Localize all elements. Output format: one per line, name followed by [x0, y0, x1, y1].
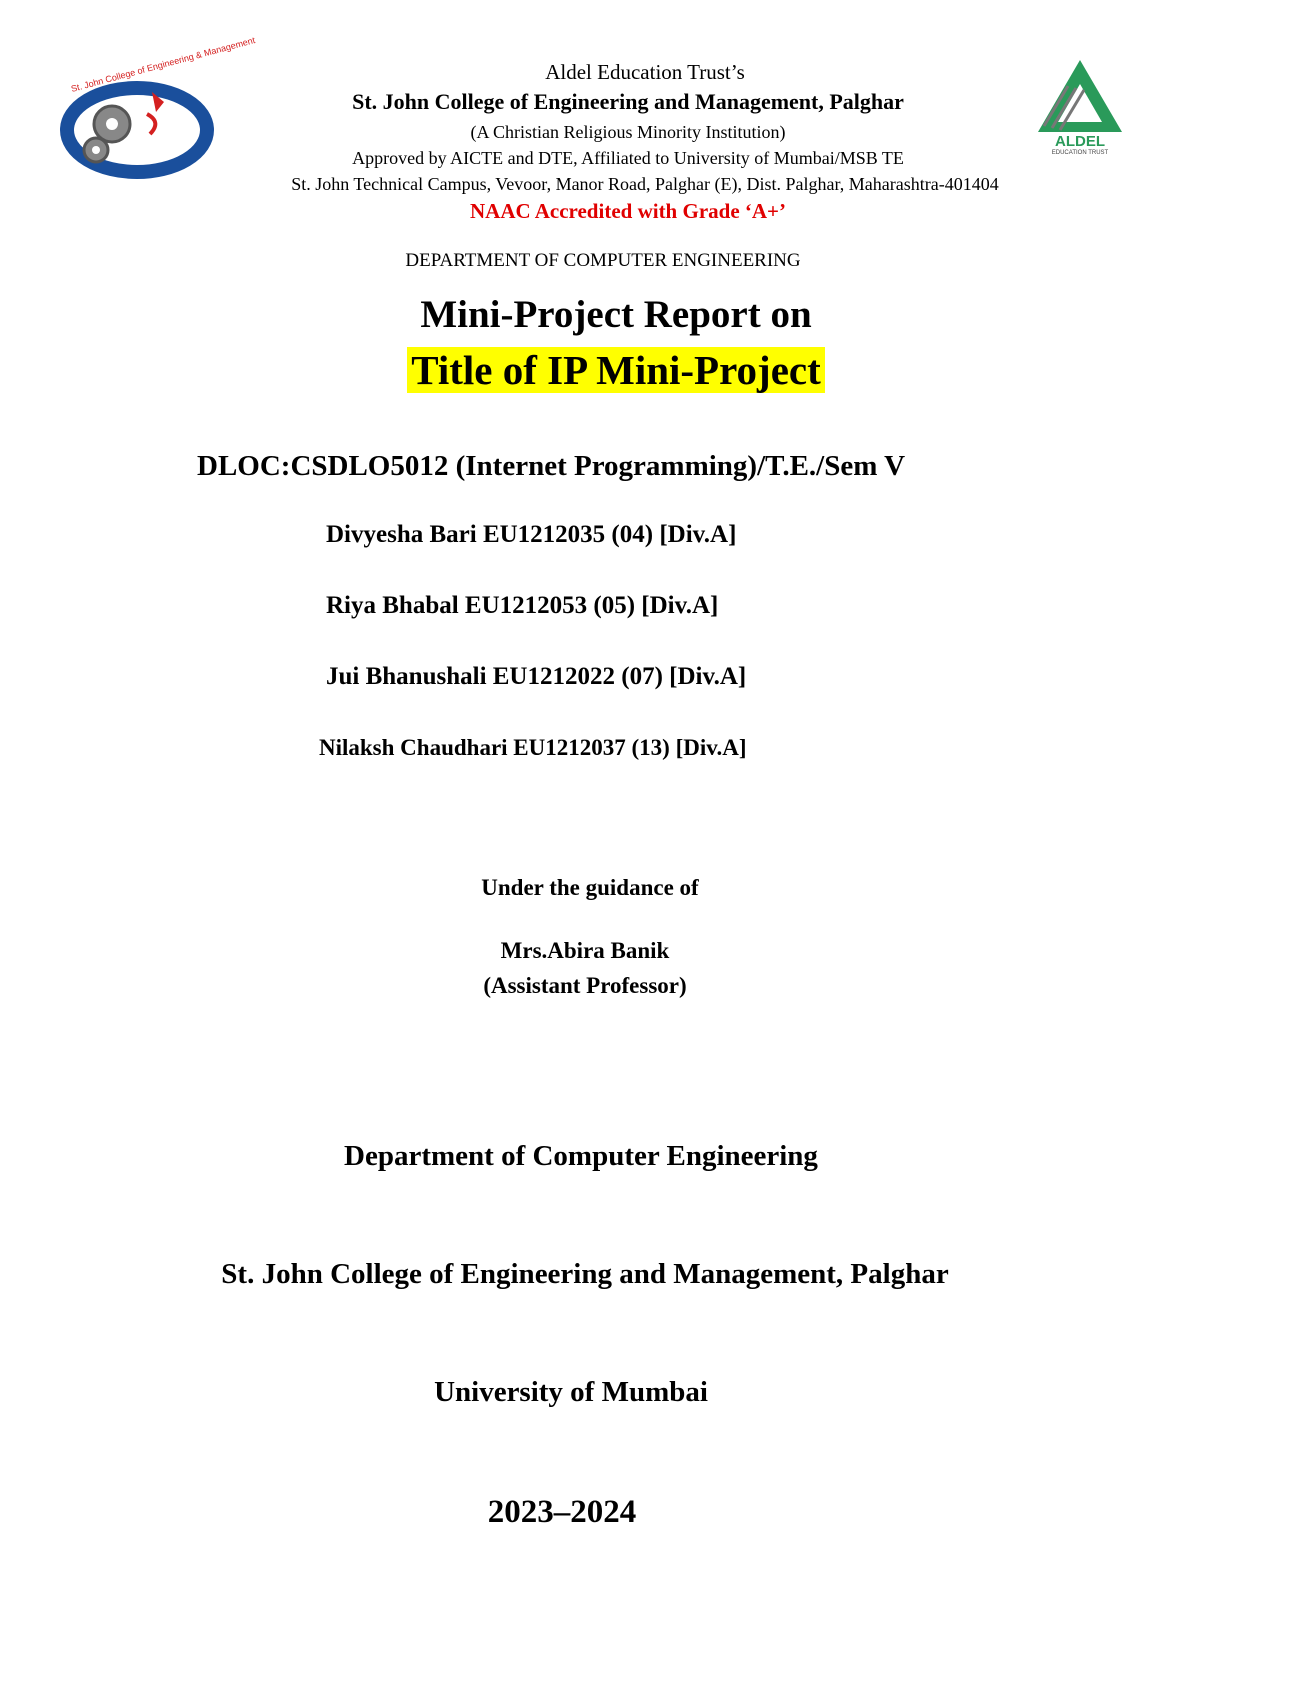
- footer-department: Department of Computer Engineering: [344, 1140, 818, 1172]
- footer-college: St. John College of Engineering and Management, Palghar: [221, 1258, 949, 1290]
- approval-line: Approved by AICTE and DTE, Affiliated to University of Mumbai/MSB TE: [352, 148, 904, 168]
- student-4: Nilaksh Chaudhari EU1212037 (13) [Div.A]: [319, 735, 747, 760]
- aldel-logo-subtext: EDUCATION TRUST: [1051, 150, 1109, 156]
- report-heading: Mini-Project Report on: [420, 293, 812, 336]
- guide-designation: (Assistant Professor): [483, 973, 687, 998]
- college-name-header: St. John College of Engineering and Management, Palghar: [352, 89, 904, 114]
- department-header: DEPARTMENT OF COMPUTER ENGINEERING: [405, 250, 801, 271]
- guidance-label: Under the guidance of: [481, 875, 699, 900]
- minority-status: (A Christian Religious Minority Institution): [470, 122, 786, 142]
- student-3: Jui Bhanushali EU1212022 (07) [Div.A]: [326, 663, 747, 690]
- college-logo-text: St. John College of Engineering & Management: [69, 35, 257, 94]
- guide-name: Mrs.Abira Banik: [500, 938, 670, 963]
- student-1: Divyesha Bari EU1212035 (04) [Div.A]: [326, 521, 737, 548]
- academic-year: 2023–2024: [487, 1494, 637, 1530]
- student-2: Riya Bhabal EU1212053 (05) [Div.A]: [326, 592, 719, 619]
- footer-university: University of Mumbai: [434, 1376, 708, 1408]
- address-line: St. John Technical Campus, Vevoor, Manor Road, Palghar (E), Dist. Palghar, Maharashtra-401404: [291, 174, 999, 194]
- course-line: DLOC:CSDLO5012 (Internet Programming)/T.E./Sem V: [197, 450, 906, 482]
- naac-accreditation: NAAC Accredited with Grade ‘A+’: [469, 199, 787, 223]
- trust-name: Aldel Education Trust’s: [545, 60, 745, 84]
- aldel-logo-text: ALDEL: [1055, 133, 1105, 150]
- report-title-text: Title of IP Mini-Project: [407, 347, 825, 393]
- report-title: [0, 346, 1232, 394]
